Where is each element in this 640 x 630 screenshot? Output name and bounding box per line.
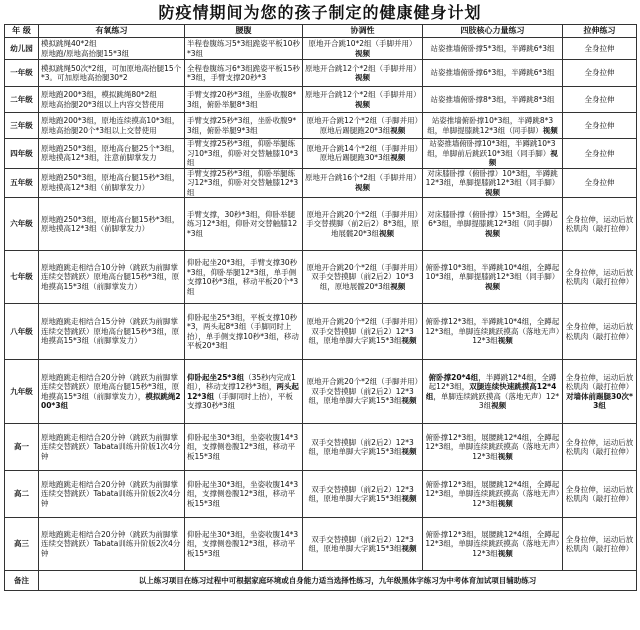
stretch-cell	[563, 139, 637, 169]
header-aerobic: 有氧练习	[39, 25, 185, 38]
core-cell	[185, 168, 303, 198]
cell-text: 两头起12*3组	[187, 382, 299, 401]
stretch-cell	[563, 38, 637, 60]
fitness-plan-table	[4, 24, 637, 591]
cell-text: 原地开合跳20个*2组（手脚并用）双手交替摸脚（前2后2）12*3组，原地单脚大字跳15*3组	[306, 317, 419, 346]
grade-cell: 高三	[5, 518, 39, 571]
limbs-cell	[423, 360, 563, 424]
cell-text: 仰卧起坐30*3组，坐姿收腹14*3组，支撑侧卷腹12*3组，移动平板15*3组	[187, 432, 299, 461]
cell-text: 手臂支撑，30秒*3组，仰卧举腿练习12*3组，仰卧对交替触膝12*3组	[187, 209, 298, 238]
cell-text: 俯卧撑20*4组	[428, 372, 479, 382]
cell-text: 手臂支撑25秒*3组，坐卧收腹9*3组，俯卧举腿9*3组	[187, 116, 297, 135]
table-row	[5, 198, 637, 251]
cell-text: 原地跑200*3组，模拟跳绳80*2组	[41, 90, 157, 99]
cell-text: 原地开合跳14个*2组（手脚并用）原地后踢腿跑30*3组	[306, 143, 419, 163]
cell-text: 仰卧起坐30*3组，坐姿收腹14*3组，支撑侧卷腹12*3组，移动平板15*3组	[187, 529, 299, 558]
aerobic-cell	[39, 60, 185, 87]
table-row	[5, 60, 637, 87]
header-grade: 年 级	[5, 25, 39, 38]
coordination-cell	[303, 471, 423, 518]
video-label: 视频	[379, 228, 395, 238]
video-label: 视频	[401, 336, 417, 346]
limbs-cell	[423, 87, 563, 113]
aerobic-cell	[39, 518, 185, 571]
cell-text: 原地跑250*3组，原地高台腿15秒*3组，原地摸高12*3组（前脚掌发力）	[41, 173, 180, 192]
cell-text: 手臂支撑20秒*3组，坐卧收腹8*3组，俯卧举腿8*3组	[187, 90, 297, 109]
stretch-cell	[563, 60, 637, 87]
table-row	[5, 113, 637, 139]
cell-text: 仰卧起坐25*3组	[187, 372, 245, 382]
cell-text: 原地跑/原地高抬腿15*3组	[41, 48, 130, 58]
cell-text: 原地跑250*3组，原地高台腿25个*3组，原地摸高12*3组，注意前脚掌发力	[41, 143, 180, 163]
video-label: 视频	[485, 187, 500, 197]
cell-text: 手臂支撑25秒*3组，仰卧举腿练习10*3组，仰卧对交替触膝10*3组	[187, 139, 299, 167]
grade-cell: 四年级	[5, 139, 39, 169]
stretch-cell	[563, 168, 637, 198]
coordination-cell	[303, 139, 423, 169]
cell-text: 原地跑200*3组，原地连续摸高10*3组，原地高抬腿20个*3组以上交替使用	[41, 116, 180, 135]
video-label: 视频	[355, 48, 370, 58]
cell-text: 全身拉伸	[584, 43, 615, 53]
stretch-cell	[563, 424, 637, 471]
cell-text: 对墙体前踢腿30次*3组	[566, 391, 633, 410]
video-label: 视频	[497, 548, 513, 558]
header-stretch: 拉伸练习	[563, 25, 637, 38]
cell-text: 站姿推墙俯卧撑10*3组，半蹲跳8*3组，单脚提膝跳12*3组（同手脚）	[427, 116, 554, 135]
core-cell	[185, 198, 303, 251]
cell-text: （手脚同时上抬），平板支撑30秒*3组	[187, 391, 293, 410]
cell-text: 俯卧撑12*3组，展腰跳12*4组，全蹲起12*3组，单脚连续跳跃摸高（落地无声）12*3组	[425, 432, 560, 461]
cell-text: 对床膝卧撑（俯卧撑）15*3组，全蹲起6*3组，单脚提膝跳12*3组（同手脚）	[427, 209, 558, 229]
stretch-cell	[563, 198, 637, 251]
coordination-cell	[303, 251, 423, 304]
core-cell	[185, 251, 303, 304]
cell-text: 模拟跳绳40*2组	[41, 39, 97, 48]
video-label: 视频	[390, 281, 406, 291]
cell-text: 手臂支撑25秒*3组，仰卧举腿练习12*3组，仰卧对交替触膝12*3组	[187, 168, 299, 197]
core-cell	[185, 38, 303, 60]
video-label: 视频	[542, 125, 558, 135]
cell-text: 站姿推墙俯卧撑6*3组，半蹲跳6*3组	[430, 68, 555, 78]
video-label: 视频	[497, 451, 513, 461]
video-label: 视频	[390, 125, 406, 135]
cell-text: 全身拉伸	[584, 120, 615, 130]
stretch-cell	[563, 471, 637, 518]
cell-text: 原地高抬腿20*3组以上内容交替使用	[41, 99, 165, 109]
grade-cell: 高一	[5, 424, 39, 471]
video-label: 视频	[355, 182, 370, 192]
limbs-cell	[423, 251, 563, 304]
video-label: 视频	[485, 228, 500, 238]
coordination-cell	[303, 198, 423, 251]
limbs-cell	[423, 113, 563, 139]
stretch-cell	[563, 113, 637, 139]
grade-cell: 一年级	[5, 60, 39, 87]
aerobic-cell	[39, 360, 185, 424]
core-cell	[185, 113, 303, 139]
cell-text: 双腿连续快速跳摸高12*4组	[425, 382, 557, 401]
video-label: 视频	[488, 148, 558, 167]
cell-text: 全程卷腹练习6*3组跪姿平板15秒*3组，手臂支撑20秒*3	[187, 63, 300, 82]
table-row	[5, 360, 637, 424]
table-row	[5, 304, 637, 360]
cell-text: 原地跑跳走相结合20分钟（跳跃为前脚掌连续交替跳跃）Tabata训练升阶版1次4分钟	[41, 432, 181, 461]
limbs-cell	[423, 471, 563, 518]
video-label: 视频	[497, 498, 513, 508]
video-label: 视频	[401, 494, 417, 503]
video-label: 视频	[491, 401, 507, 410]
stretch-cell	[563, 304, 637, 360]
page-title: 防疫情期间为您的孩子制定的健康健身计划	[158, 3, 482, 22]
video-label: 视频	[401, 544, 417, 553]
cell-text: 全身拉伸，运动后放松肌肉（敲打拉伸）	[565, 372, 634, 391]
coordination-cell	[303, 168, 423, 198]
limbs-cell	[423, 60, 563, 87]
core-cell	[185, 87, 303, 113]
grade-cell: 三年级	[5, 113, 39, 139]
cell-text: 原地开合跳12个*2组（手脚并用）	[305, 90, 421, 99]
cell-text: 站姿推墙俯卧撑5*3组，半蹲跳6*3组	[430, 43, 555, 53]
grade-cell: 七年级	[5, 251, 39, 304]
grade-cell: 幼儿园	[5, 38, 39, 60]
cell-text: ，半蹲跳12*4组，全蹲起12*3组，	[428, 372, 557, 391]
stretch-cell	[563, 87, 637, 113]
cell-text: 仰卧起坐25*3组，平板支撑10秒*3，两头起8*3组（手脚同时上抬），单手侧支撑10秒*3组，移动平板20*3组	[187, 312, 299, 350]
core-cell	[185, 360, 303, 424]
note-text: 以上练习项目在练习过程中可根据家庭环境或自身能力适当选择性练习，九年级黑体字练习为中考体育加试项目辅助练习	[39, 571, 637, 591]
core-cell	[185, 304, 303, 360]
note-label: 备注	[5, 571, 39, 591]
video-label: 视频	[355, 73, 370, 82]
grade-cell: 高二	[5, 471, 39, 518]
core-cell	[185, 139, 303, 169]
limbs-cell	[423, 168, 563, 198]
cell-text: 全身拉伸，运动后放松肌肉（敲打拉伸）	[565, 484, 634, 503]
header-limbs: 四肢核心力量练习	[423, 25, 563, 38]
core-cell	[185, 424, 303, 471]
cell-text: 双手交替摸脚（前2后2）12*3组，原地单脚大字跳15*3组	[308, 437, 414, 456]
cell-text: 全身拉伸，运动后放松肌肉（敲打拉伸）	[565, 437, 634, 456]
aerobic-cell	[39, 113, 185, 139]
header-coordination: 协调性	[303, 25, 423, 38]
cell-text: 双手交替摸脚（前2后2）12*3组，原地单脚大字跳15*3组	[308, 534, 414, 553]
table-body	[5, 38, 637, 571]
video-label: 视频	[401, 396, 417, 406]
limbs-cell	[423, 139, 563, 169]
cell-text: 仰卧起坐30*3组，坐姿收腹14*3组，支撑侧卷腹12*3组，移动平板15*3组	[187, 479, 299, 508]
grade-cell: 六年级	[5, 198, 39, 251]
cell-text: 原地开合跳20个*2组（手脚并用）手交替摸脚（前2后2）8*3组，原地展髋20*3组	[306, 209, 419, 238]
aerobic-cell	[39, 139, 185, 169]
stretch-cell	[563, 518, 637, 571]
limbs-cell	[423, 198, 563, 251]
limbs-cell	[423, 518, 563, 571]
cell-text: 原地跑跳走相结合15分钟（跳跃为前脚掌连续交替跳跃）原地高台腿15秒*3组，原地摸高15*3组（前脚掌发力）	[41, 317, 180, 346]
coordination-cell	[303, 87, 423, 113]
cell-text: 模拟跳绳200*3组	[41, 391, 181, 410]
cell-text: 全身拉伸	[584, 94, 615, 104]
cell-text: 原地开合跳10*2组（手脚并用）	[308, 39, 417, 48]
cell-text: （35秒内完成1组），移动支撑12秒*3组，	[187, 372, 296, 391]
cell-text: 俯卧撑12*3组，展腰跳12*4组，全蹲起12*3组，单脚连续跳跃摸高（落地无声）12*3组	[425, 479, 560, 508]
coordination-cell	[303, 518, 423, 571]
grade-cell: 九年级	[5, 360, 39, 424]
aerobic-cell	[39, 424, 185, 471]
stretch-cell	[563, 251, 637, 304]
grade-cell: 八年级	[5, 304, 39, 360]
cell-text: 全身拉伸，运动后放松肌肉（敲打拉伸）	[565, 534, 634, 553]
aerobic-cell	[39, 471, 185, 518]
cell-text: 站姿推墙俯卧撑8*3组，半蹲跳8*3组	[430, 94, 555, 104]
aerobic-cell	[39, 87, 185, 113]
cell-text: 全身拉伸，运动后放松肌肉（敲打拉伸）	[565, 322, 634, 341]
cell-text: 半程卷腹练习5*3组跪姿平板10秒*3组	[187, 39, 300, 58]
video-label: 视频	[355, 99, 370, 109]
cell-text: 俯卧撑10*3组，半蹲跳10*4组，全蹲起10*3组，单脚提膝跳12*3组（同手脚）	[425, 262, 560, 282]
cell-text: 双手交替摸脚（前2后2）12*3组，原地单脚大字跳15*3组	[308, 484, 414, 503]
table-row	[5, 168, 637, 198]
limbs-cell	[423, 304, 563, 360]
aerobic-cell	[39, 38, 185, 60]
cell-text: 对床膝卧撑（俯卧撑）10*3组，半蹲跳12*3组，单脚提膝跳12*3组（同手脚）	[425, 168, 560, 187]
table-row	[5, 251, 637, 304]
table-row	[5, 518, 637, 571]
cell-text: 全身拉伸，运动后放松肌肉（敲打拉伸）	[565, 214, 634, 233]
video-label: 视频	[497, 336, 513, 346]
table-row	[5, 471, 637, 518]
table-header-row	[5, 25, 637, 38]
stretch-cell	[563, 360, 637, 424]
grade-cell: 二年级	[5, 87, 39, 113]
table-row	[5, 139, 637, 169]
core-cell	[185, 60, 303, 87]
cell-text: 全身拉伸，运动后放松肌肉（敲打拉伸）	[565, 267, 634, 286]
cell-text: 原地跑250*3组，原地高台腿15秒*3组，原地摸高12*3组（前脚掌发力）	[41, 214, 180, 233]
core-cell	[185, 471, 303, 518]
cell-text: 原地跑跳走相结合20分钟（跳跃为前脚掌连续交替跳跃）原地高台腿15秒*3组，原地摸高15*3组（前脚掌发力），	[41, 372, 180, 401]
video-label: 视频	[390, 153, 406, 163]
coordination-cell	[303, 38, 423, 60]
limbs-cell	[423, 424, 563, 471]
coordination-cell	[303, 360, 423, 424]
cell-text: 全身拉伸	[584, 178, 615, 187]
video-label: 视频	[485, 281, 500, 291]
cell-text: 全身拉伸	[584, 68, 615, 78]
cell-text: ，单脚连续跳跃摸高（落地无声）12*3组	[433, 391, 560, 410]
coordination-cell	[303, 113, 423, 139]
limbs-cell	[423, 38, 563, 60]
cell-text: 俯卧撑12*3组，半蹲跳10*4组，全蹲起12*3组，单脚连续跳跃摸高（落地无声）12*3组	[425, 317, 560, 346]
table-row	[5, 87, 637, 113]
cell-text: 仰卧起坐20*3组，手臂支撑30秒*3组，仰卧举腿12*3组，单手侧支撑10秒*3组，移动平板20个*3组	[187, 258, 299, 296]
grade-cell: 五年级	[5, 168, 39, 198]
cell-text: 原地开合跳16个*2组（手脚并用）	[305, 173, 421, 183]
coordination-cell	[303, 60, 423, 87]
table-row	[5, 38, 637, 60]
cell-text: 全身拉伸	[584, 148, 615, 158]
cell-text: 原地跑跳走相结合20分钟（跳跃为前脚掌连续交替跳跃）Tabata训练升阶版2次4分钟	[41, 529, 181, 558]
header-core: 腰腹	[185, 25, 303, 38]
cell-text: 站姿推墙俯卧撑10*3组，半蹲跳10*3组，单脚前后跳跃10*3组（同手脚）	[427, 139, 556, 158]
aerobic-cell	[39, 198, 185, 251]
table-row	[5, 424, 637, 471]
cell-text: 原地跑跳走相结合10分钟（跳跃为前脚掌连续交替跳跃）原地高台腿15秒*3组，原地摸高15*3组（前脚掌发力）	[41, 262, 180, 291]
aerobic-cell	[39, 251, 185, 304]
cell-text: 原地跑跳走相结合20分钟（跳跃为前脚掌连续交替跳跃）Tabata训练升阶版2次4分钟	[41, 479, 181, 508]
cell-text: 俯卧撑12*3组，展腰跳12*4组，全蹲起12*3组，单脚连续跳跃摸高（落地无声）12*3组	[425, 529, 560, 558]
core-cell	[185, 518, 303, 571]
cell-text: 原地开合跳12个*2组（手脚并用）	[305, 63, 421, 73]
aerobic-cell	[39, 304, 185, 360]
cell-text: 原地开合跳20个*2组（手脚并用）双手交替摸脚（前2后2）12*3组，原地单脚大字跳15*3组	[306, 377, 419, 406]
video-label: 视频	[401, 447, 417, 456]
aerobic-cell	[39, 168, 185, 198]
note-row	[5, 571, 637, 591]
coordination-cell	[303, 304, 423, 360]
cell-text: 原地开合跳20个*2组（手脚并用）双手交替摸脚（前2后2）10*3组，原地展髋20*3组	[306, 262, 419, 291]
cell-text: 原地开合跳12个*2组（手脚并用）原地后踢腿跑20*3组	[306, 116, 419, 135]
cell-text: 模拟跳绳50次*2组，可加原地高抬腿15个*3。可加原地高抬腿30*2	[41, 63, 182, 82]
coordination-cell	[303, 424, 423, 471]
